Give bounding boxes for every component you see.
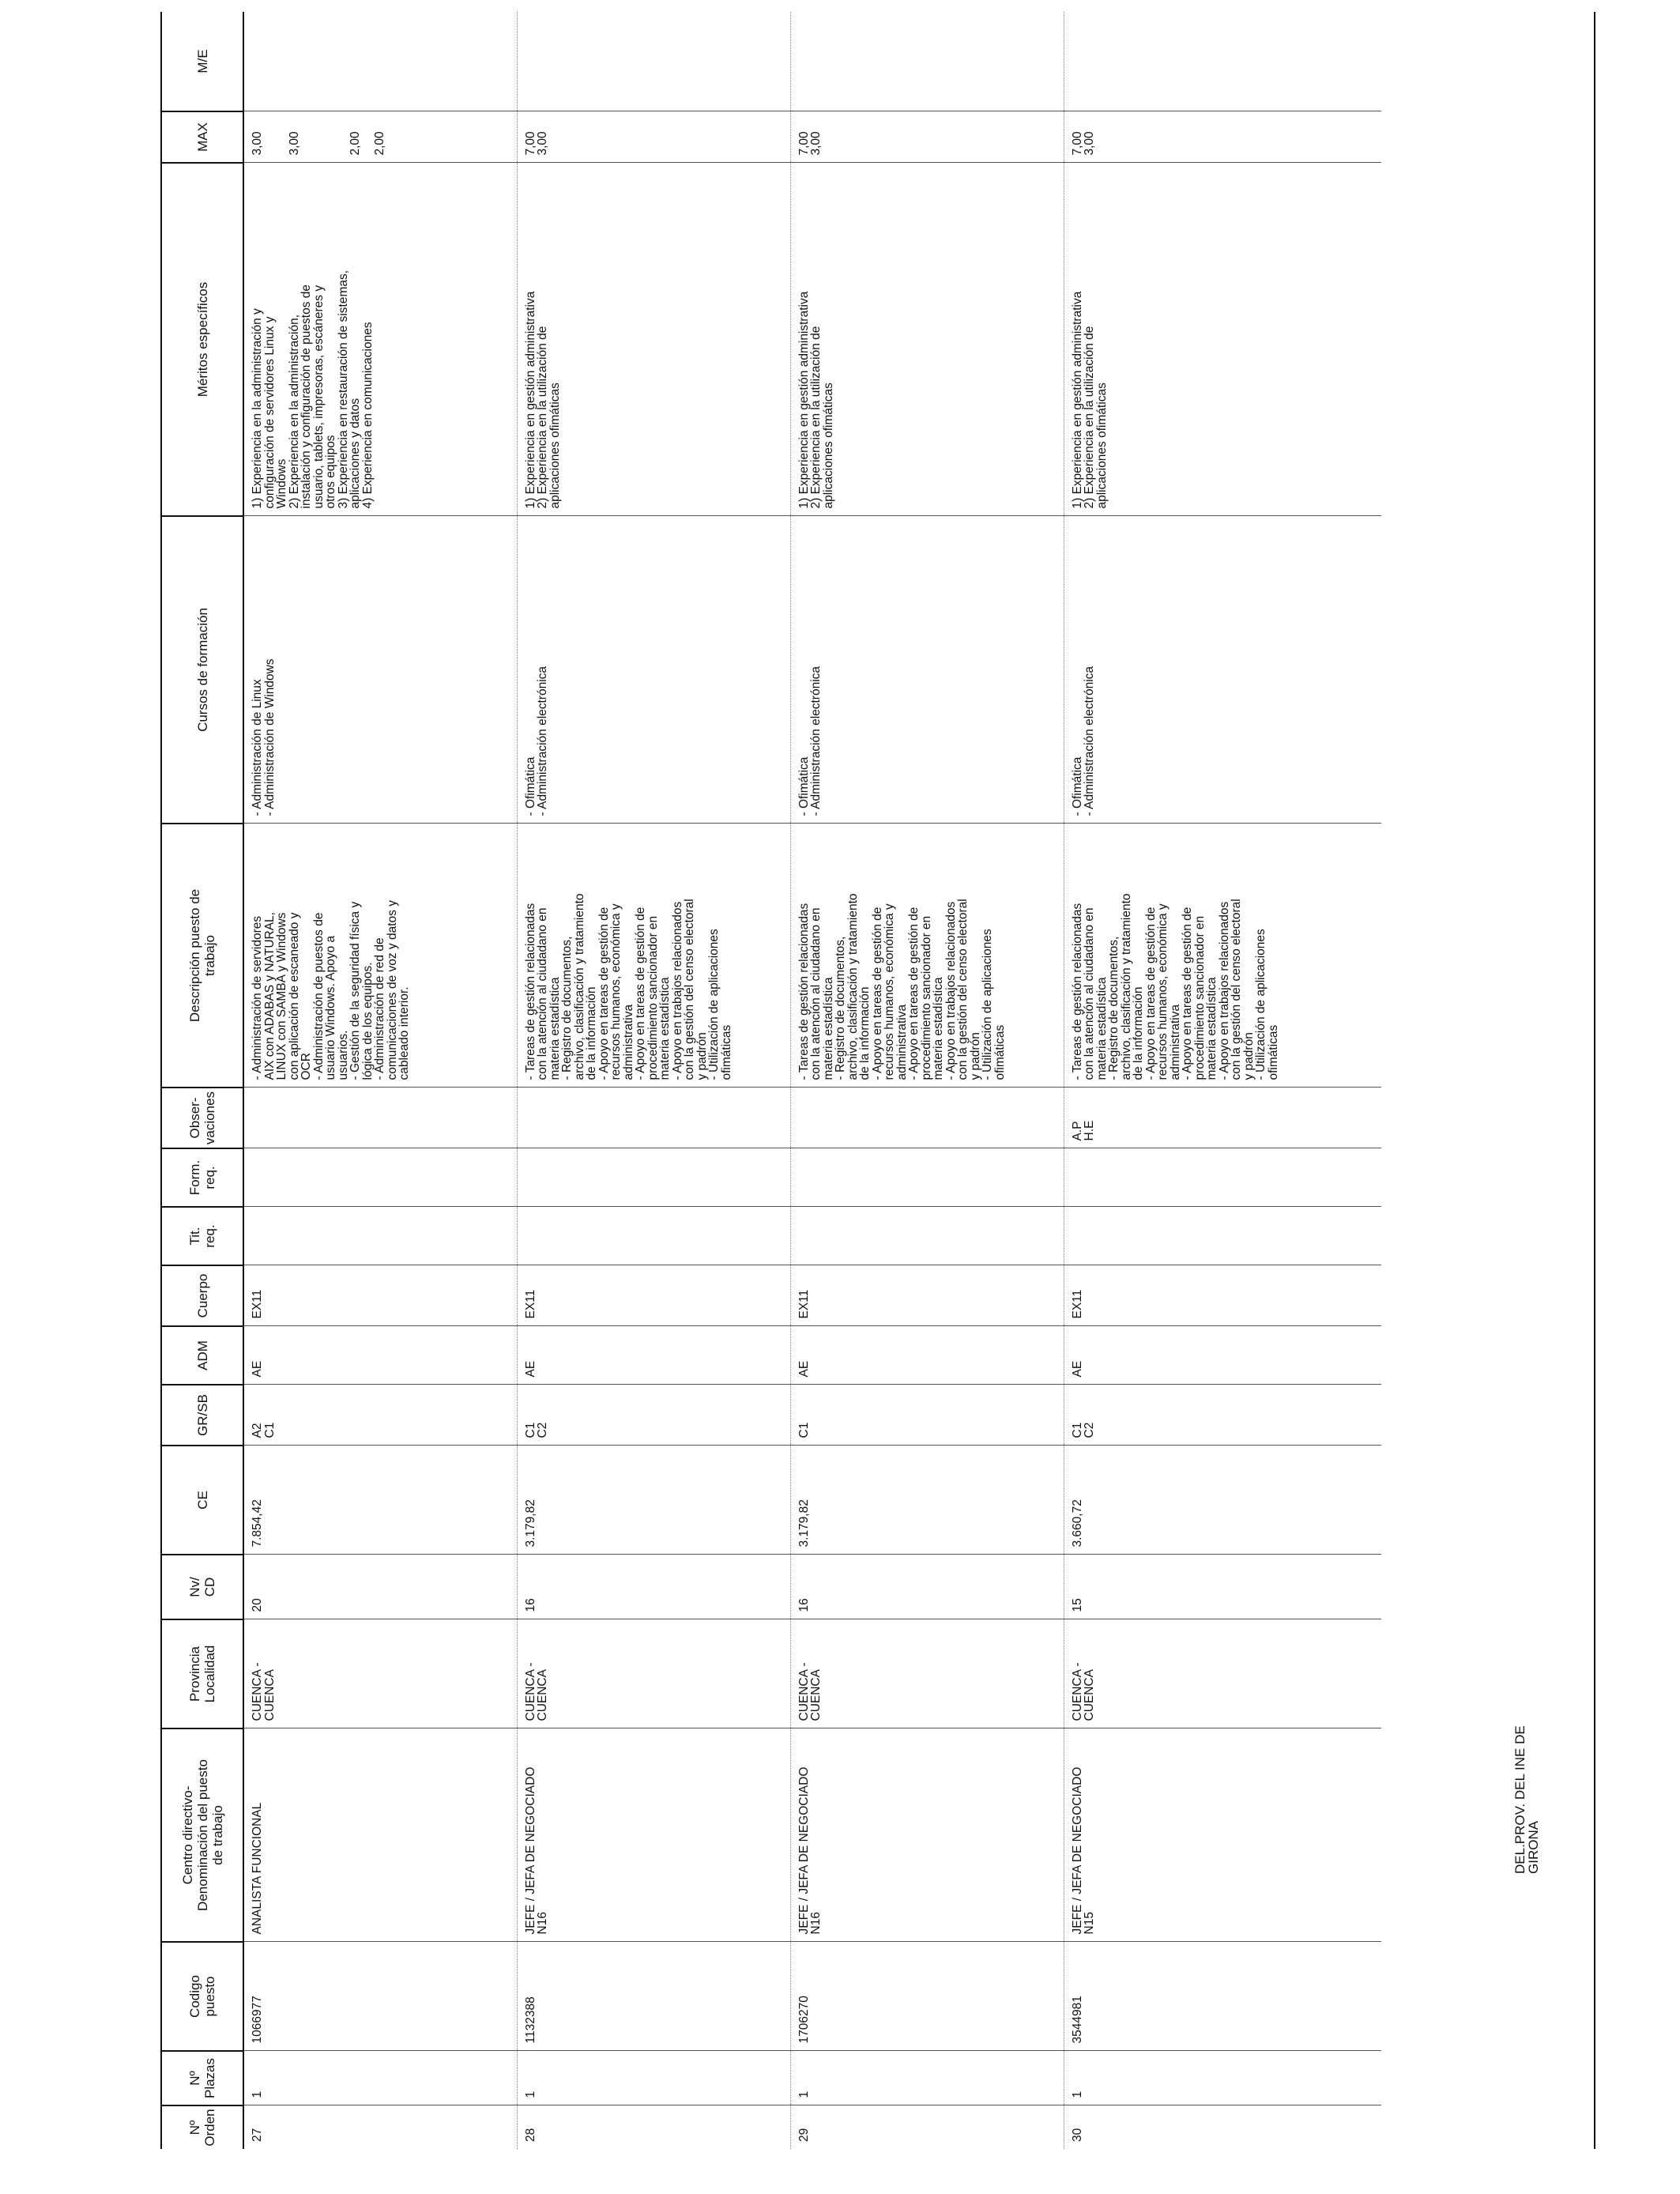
cell-nivel: 20 [243,1555,517,1619]
cell-descripcion: - Tareas de gestión relacionadas con la atención al ciudadano en materia estadística - Registro de documentos, archivo, clasificación y tratamiento de la información - Apoyo en tareas de gestión de recursos humanos, económica y administrativa - Apoyo en tareas de gestión de procedimiento sancionador en materia estadística - Apoyo en trabajos relacionados con la gestión del censo electoral y padrón - Utilización de aplicaciones ofimáticas [517,824,790,1088]
cell-orden: 28 [517,2105,790,2149]
cell-meritos: 1) Experiencia en gestión administrativa 2) Experiencia en la utilización de aplicaciones ofimáticas [790,163,1064,516]
cell-plazas: 1 [517,2051,790,2105]
cell-max [517,111,790,163]
cell-ce: 3.179,82 [790,1446,1064,1555]
cell-adm: AE [790,1326,1064,1385]
cell-cursos: - Ofimática - Administración electrónica [517,516,790,824]
cell-plazas: 1 [790,2051,1064,2105]
cell-grupo: C1 [790,1385,1064,1446]
positions-table [162,12,1381,2149]
cell-meritos: 1) Experiencia en la administración y configuración de servidores Linux y Windows 2) Experiencia en la administración, instalación y configuración de puestos de usuario, tablets, impresoras, escáneres y otros equipos 3) Experiencia en restauración de sistemas, aplicaciones y datos 4) Experiencia en comunicaciones [243,163,517,516]
cell-ce: 7.854,42 [243,1446,517,1555]
cell-codigo: 1132388 [517,1942,790,2051]
spacer-cell [1337,2051,1381,2105]
header-orden: Nº Orden [162,2105,243,2149]
cell-formacion [517,1148,790,1207]
cell-codigo: 1066977 [243,1942,517,2051]
cell-provincia: CUENCA - CUENCA [1064,1619,1337,1728]
header-codigo: Codigo puesto [162,1942,243,2051]
cell-meritos: 1) Experiencia en gestión administrativa 2) Experiencia en la utilización de aplicaciones ofimáticas [1064,163,1337,516]
cell-grupo: C1 C2 [517,1385,790,1446]
cell-adm: AE [1064,1326,1337,1385]
max-value: 7,00 [523,131,537,156]
cell-grupo: C1 C2 [1064,1385,1337,1446]
spacer-cell [1337,1148,1381,1207]
header-cuerpo: Cuerpo [162,1265,243,1326]
cell-nivel: 16 [517,1555,790,1619]
header-adm: ADM [162,1326,243,1385]
max-value: 3,00 [536,131,549,156]
max-value [276,116,288,156]
cell-formacion [1064,1148,1337,1207]
cell-cuerpo: EX11 [243,1265,517,1326]
header-descripcion: Descripción puesto de trabajo [162,824,243,1088]
cell-provincia: CUENCA - CUENCA [243,1619,517,1728]
table-row [243,12,517,2149]
cell-grupo: A2 C1 [243,1385,517,1446]
cell-denominacion: ANALISTA FUNCIONAL [243,1728,517,1942]
max-value: 3,00 [1083,131,1096,156]
cell-titulacion [790,1207,1064,1265]
cell-max [243,111,517,163]
cell-observaciones [243,1088,517,1148]
header-centro: Centro directivo- Denominación del puesto de trabajo [162,1728,243,1942]
table-spacer-row [1337,12,1381,2149]
cell-plazas: 1 [243,2051,517,2105]
spacer-cell [1337,1619,1381,1728]
max-value [325,116,337,156]
max-value: 7,00 [1070,131,1084,156]
cell-max [790,111,1064,163]
cell-codigo: 3544981 [1064,1942,1337,2051]
spacer-cell [1337,1265,1381,1326]
spacer-cell [1337,1088,1381,1148]
next-center-heading: DEL.PROV. DEL INE DE GIRONA [1512,1725,1541,1874]
cell-titulacion [243,1207,517,1265]
max-value: 7,00 [797,131,811,156]
max-value [264,116,277,156]
spacer-cell [1337,1942,1381,2051]
cell-adm: AE [517,1326,790,1385]
cell-provincia: CUENCA - CUENCA [517,1619,790,1728]
cell-cursos: - Ofimática - Administración electrónica [1064,516,1337,824]
max-value: 3,00 [250,131,264,156]
header-provincia: Provincia Localidad [162,1619,243,1728]
cell-cursos: - Ofimática - Administración electrónica [790,516,1064,824]
cell-adm: AE [243,1326,517,1385]
max-value [300,116,313,156]
header-plazas: Nº Plazas [162,2051,243,2105]
cell-cuerpo: EX11 [1064,1265,1337,1326]
cell-cuerpo: EX11 [790,1265,1064,1326]
cell-orden: 29 [790,2105,1064,2149]
cell-observaciones [790,1088,1064,1148]
cell-meritos: 1) Experiencia en gestión administrativa 2) Experiencia en la utilización de aplicaciones ofimáticas [517,163,790,516]
cell-descripcion: - Administración de servidores AIX con ADABAS y NATURAL, LINUX con SAMBA y Windows con aplicación de escaneado y OCR - Administración de puestos de usuario Windows. Apoyo a usuarios. - Gestión de la seguridad física y lógica de los equipos. - Administración de red de comunicaciones de voz y datos y cableado interior. [243,824,517,1088]
spacer-cell [1337,1555,1381,1619]
cell-provincia: CUENCA - CUENCA [790,1619,1064,1728]
spacer-cell [1337,1207,1381,1265]
max-value: 3,00 [287,131,301,156]
spacer-cell [1337,1385,1381,1446]
cell-formacion [790,1148,1064,1207]
header-me: M/E [162,12,243,111]
positions-table-frame [160,12,1595,2149]
cell-orden: 27 [250,2128,264,2142]
spacer-cell [1337,1326,1381,1385]
cell-denominacion: JEFE / JEFA DE NEGOCIADO N16 [517,1728,790,1942]
header-observaciones: Obser- vaciones [162,1088,243,1148]
cell-nivel: 16 [790,1555,1064,1619]
cell-cuerpo: EX11 [517,1265,790,1326]
max-value: 3,00 [809,131,823,156]
table-row [790,12,1064,2149]
spacer-cell [1337,516,1381,824]
cell-nivel: 15 [1064,1555,1337,1619]
header-meritos: Méritos específicos [162,163,243,516]
cell-titulacion [1064,1207,1337,1265]
spacer-cell [1337,1728,1381,1942]
cell-titulacion [517,1207,790,1265]
max-value [362,116,375,156]
cell-observaciones: A.P H.E [1064,1088,1337,1148]
cell-me [1064,12,1337,111]
cell-denominacion: JEFE / JEFA DE NEGOCIADO N16 [790,1728,1064,1942]
header-max: MAX [162,111,243,163]
table-header-row [162,12,243,2149]
spacer-cell [1337,163,1381,516]
cell-observaciones [517,1088,790,1148]
cell-orden: 30 [1064,2105,1337,2149]
header-ce: CE [162,1446,243,1555]
spacer-cell [1337,824,1381,1088]
header-formacion: Form. req. [162,1148,243,1207]
cell-ce: 3.660,72 [1064,1446,1337,1555]
max-value: 2,00 [373,131,386,156]
cell-me [517,12,790,111]
max-value [313,116,326,156]
spacer-cell [1337,1446,1381,1555]
cell-descripcion: - Tareas de gestión relacionadas con la atención al ciudadano en materia estadística - Registro de documentos, archivo, clasificación y tratamiento de la información - Apoyo en tareas de gestión de recursos humanos, económica y administrativa - Apoyo en tareas de gestión de procedimiento sancionador en materia estadística - Apoyo en trabajos relacionados con la gestión del censo electoral y padrón - Utilización de aplicaciones ofimáticas [790,824,1064,1088]
cell-descripcion: - Tareas de gestión relacionadas con la atención al ciudadano en materia estadística - Registro de documentos, archivo, clasificación y tratamiento de la información - Apoyo en tareas de gestión de recursos humanos, económica y administrativa - Apoyo en tareas de gestión de procedimiento sancionador en materia estadística - Apoyo en trabajos relacionados con la gestión del censo electoral y padrón - Utilización de aplicaciones ofimáticas [1064,824,1337,1088]
header-titulacion: Tit. req. [162,1207,243,1265]
cell-codigo: 1706270 [790,1942,1064,2051]
header-nivel: Nv/ CD [162,1555,243,1619]
spacer-cell [1337,2105,1381,2149]
header-grupo: GR/SB [162,1385,243,1446]
table-row [517,12,790,2149]
max-value: 2,00 [348,131,362,156]
spacer-cell [1337,111,1381,163]
cell-max [1064,111,1337,163]
spacer-cell [1337,12,1381,111]
cell-plazas: 1 [1064,2051,1337,2105]
cell-me [243,12,517,111]
cell-ce: 3.179,82 [517,1446,790,1555]
max-value [337,116,350,156]
cell-formacion [243,1148,517,1207]
table-row [1064,12,1337,2149]
cell-denominacion: JEFE / JEFA DE NEGOCIADO N15 [1064,1728,1337,1942]
cell-cursos: - Administración de Linux - Administración de Windows [243,516,517,824]
header-cursos: Cursos de formación [162,516,243,824]
cell-me [790,12,1064,111]
